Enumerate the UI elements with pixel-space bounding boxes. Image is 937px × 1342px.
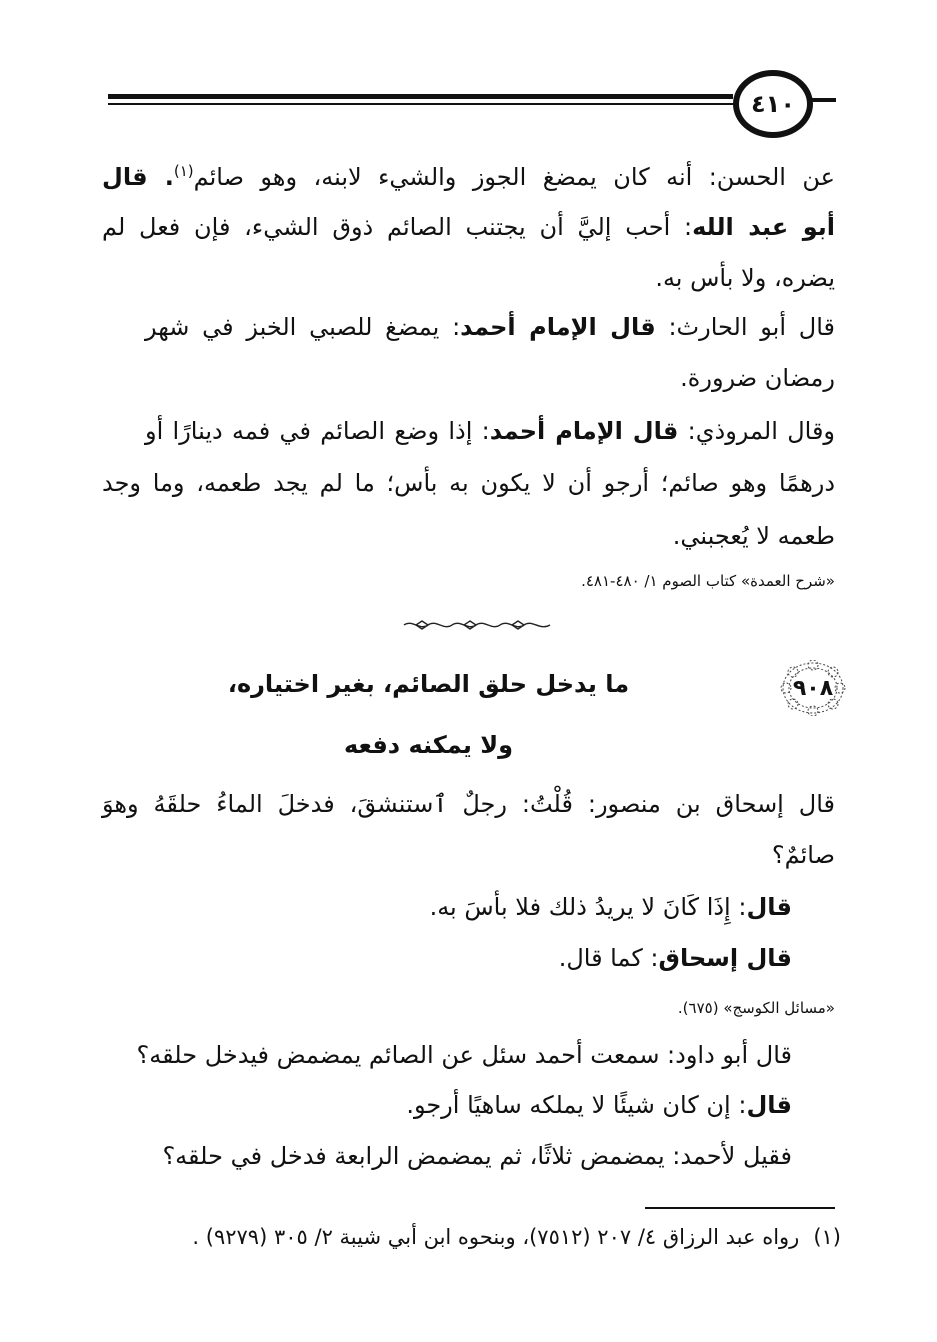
text-line: قال إسحاق بن منصور: قُلْتُ: رجلٌ ٱستنشقَ، فدخلَ الماءُ حلقَهُ وهوَ	[102, 790, 835, 818]
ornament-divider	[402, 617, 552, 633]
text-run-bold: قال	[746, 893, 792, 921]
text-run: : أحب إليَّ أن يجتنب الصائم ذوق الشيء، فإن فعل لم	[102, 213, 693, 241]
footnote-ref[interactable]: (١)	[173, 162, 194, 180]
source-citation: «شرح العمدة» كتاب الصوم ١/ ٤٨٠-٤٨١.	[581, 572, 835, 590]
page-number-badge	[733, 70, 813, 138]
text-line: طعمه لا يُعجبني.	[672, 522, 835, 550]
footnote-text: رواه عبد الرزاق ٤/ ٢٠٧ (٧٥١٢)، وبنحوه ابن أبي شيبة ٢/ ٣٠٥ (٩٢٧٩) .	[192, 1225, 800, 1249]
text-run-bold: قال الإمام أحمد	[460, 313, 656, 341]
text-run: : إن كان شيئًا لا يملكه ساهيًا أرجو.	[406, 1091, 747, 1119]
header-rule-thin	[108, 103, 733, 105]
text-line	[102, 143, 835, 199]
text-line: قال أبو داود: سمعت أحمد سئل عن الصائم يمضمض فيدخل حلقه؟	[136, 1041, 792, 1069]
text-run: : يمضغ للصبي الخبز في شهر	[145, 313, 461, 341]
text-line: يضره، ولا بأس به.	[655, 264, 835, 292]
text-line	[59, 1077, 792, 1133]
text-line	[102, 199, 835, 255]
text-line	[145, 299, 835, 355]
text-line: درهمًا وهو صائم؛ أرجو أن لا يكون به بأس؛ ما لم يجد طعمه، وما وجد	[102, 469, 835, 497]
footnote-number: (١)	[813, 1225, 841, 1249]
section-title-line2: ولا يمكنه دفعه	[343, 731, 514, 759]
section-title-line1: ما يدخل حلق الصائم، بغير اختياره،	[227, 670, 630, 698]
text-line: رمضان ضرورة.	[680, 364, 835, 392]
section-number: ٩٠٨	[792, 675, 834, 701]
page-number: ٤١٠	[751, 90, 795, 118]
source-citation: «مسائل الكوسج» (٦٧٥).	[677, 999, 835, 1017]
text-run: عن الحسن: أنه كان يمضغ الجوز والشيء لابنه، وهو صائم	[193, 163, 835, 191]
text-line: فقيل لأحمد: يمضمض ثلاثًا، ثم يمضمض الرابعة فدخل في حلقه؟	[162, 1142, 792, 1170]
text-run: : كما قال.	[558, 944, 659, 972]
text-run: : إِذَا كَانَ لا يريدُ ذلك فلا بأسَ به.	[429, 893, 747, 921]
text-line	[59, 930, 792, 986]
text-run-bold: . قال	[102, 163, 174, 191]
text-run-bold: أبو عبد الله	[692, 213, 835, 241]
text-run-bold: قال	[746, 1091, 792, 1119]
text-run-bold: قال إسحاق	[658, 944, 792, 972]
text-run: : إذا وضع الصائم في فمه دينارًا أو	[145, 417, 490, 445]
text-run: وقال المروذي:	[678, 417, 836, 445]
header-rule-thick	[108, 94, 733, 99]
text-line	[145, 403, 835, 459]
header-rule-tail	[812, 98, 836, 102]
text-line	[59, 879, 792, 935]
text-line: صائمٌ؟	[771, 841, 835, 869]
text-run: قال أبو الحارث:	[655, 313, 835, 341]
footnote-separator	[645, 1207, 835, 1209]
text-run-bold: قال الإمام أحمد	[489, 417, 679, 445]
footnote	[192, 1222, 841, 1252]
